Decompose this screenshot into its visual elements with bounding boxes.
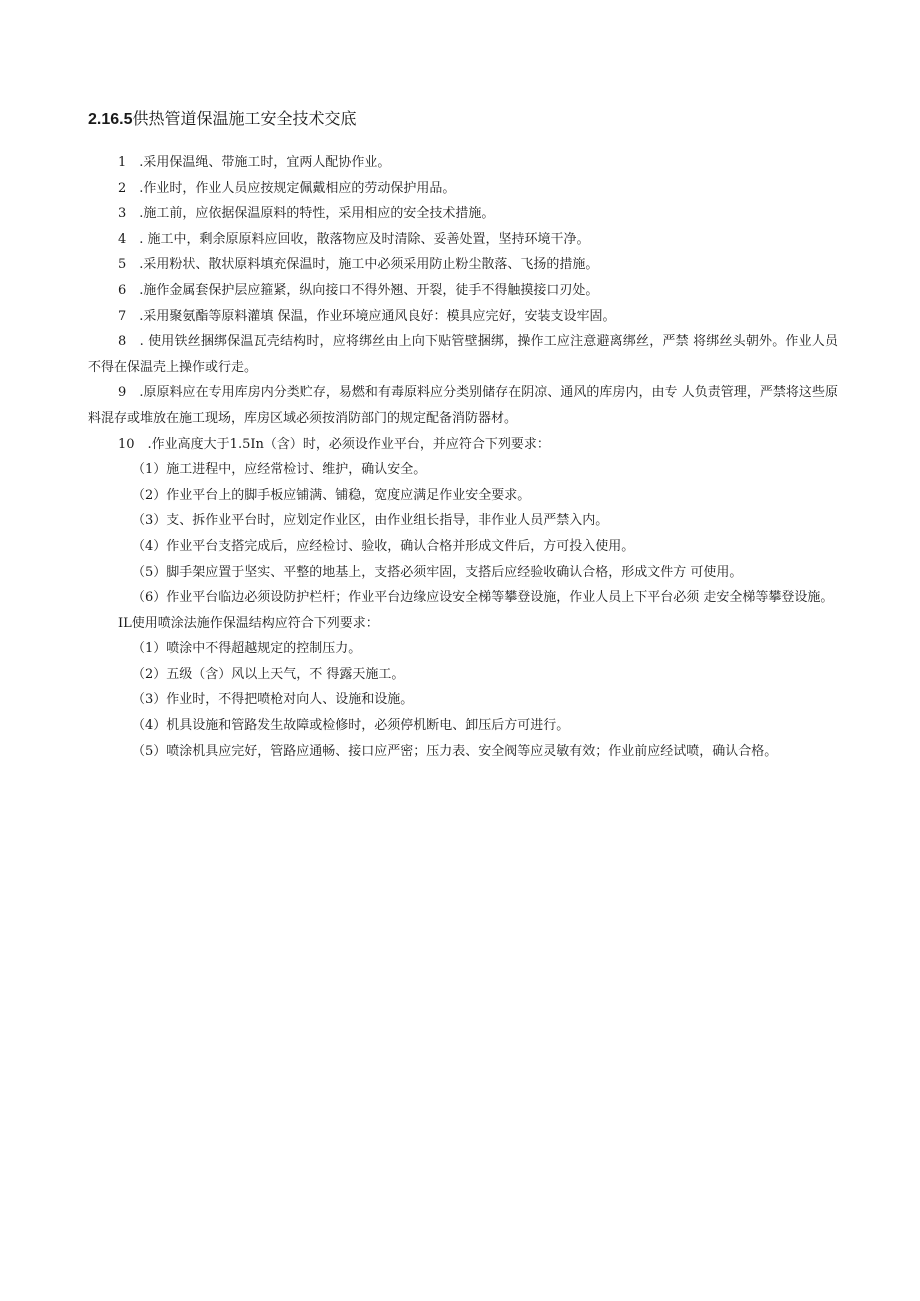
- list-item-6: 6 .施作金属套保护层应箍紧，纵向接口不得外翘、开裂，徒手不得触摸接口刃处。: [118, 282, 599, 298]
- list-item-7: 7 .采用聚氨酯等原料灌填 保温，作业环境应通风良好：模具应完好，安装支设牢固。: [118, 308, 616, 324]
- list-item-2: 2 .作业时，作业人员应按规定佩戴相应的劳动保护用品。: [118, 180, 456, 196]
- document-body: [88, 150, 838, 764]
- list-item-3: 3 .施工前，应依据保温原料的特性，采用相应的安全技术措施。: [118, 206, 495, 222]
- list-item-9: 9 .原原料应在专用库房内分类贮存，易燃和有毒原料应分类别储存在阴凉、通风的库房内，由专 人负责管理，严禁将这些原料混存或堆放在施工现场，库房区域必须按消防部门的规定配备消防器材。: [88, 385, 838, 426]
- section-number: 2.16.5: [88, 111, 133, 128]
- sub-item-11-3: （3）作业时，不得把喷枪对向人、设施和设施。: [132, 692, 414, 708]
- sub-item-10-3: （3）支、拆作业平台时，应划定作业区，由作业组长指导，非作业人员严禁入内。: [132, 513, 609, 529]
- sub-item-11-2: （2）五级（含）风以上天气，不 得露天施工。: [132, 666, 405, 682]
- sub-item-10-2: （2）作业平台上的脚手板应铺满、铺稳，宽度应满足作业安全要求。: [132, 487, 531, 503]
- sub-item-10-6: （6）作业平台临边必须设防护栏杆；作业平台边缘应设安全梯等攀登设施，作业人员上下平台必须 走安全梯等攀登设施。: [132, 590, 834, 606]
- list-item-4: 4 . 施工中，剩余原原料应回收，散落物应及时清除、妥善处置，坚持环境干净。: [118, 231, 590, 247]
- sub-item-10-4: （4）作业平台支搭完成后，应经检讨、验收，确认合格并形成文件后，方可投入使用。: [132, 538, 635, 554]
- sub-item-10-1: （1）施工进程中，应经常检讨、维护，确认安全。: [132, 462, 427, 478]
- sub-item-10-5: （5）脚手架应置于坚实、平整的地基上，支搭必须牢固，支搭后应经验收确认合格，形成文件方 可使用。: [132, 564, 743, 580]
- section-title-text: 供热管道保温施工安全技术交底: [132, 109, 357, 128]
- section-title: [88, 108, 357, 131]
- list-item-11: IL使用喷涂法施作保温结构应符合下列要求：: [118, 615, 379, 631]
- list-item-5: 5 .采用粉状、散状原料填充保温时，施工中必须采用防止粉尘散落、飞扬的措施。: [118, 257, 599, 273]
- sub-item-11-4: （4）机具设施和管路发生故障或检修时，必须停机断电、卸压后方可进行。: [132, 718, 570, 734]
- sub-item-11-1: （1）喷涂中不得超越规定的控制压力。: [132, 641, 362, 657]
- list-item-8: 8 . 使用铁丝捆绑保温瓦壳结构时，应将绑丝由上向下贴管壁捆绑，操作工应注意避离绑丝，严禁 将绑丝头朝外。作业人员不得在保温壳上操作或行走。: [88, 334, 838, 375]
- list-item-1: 1 .采用保温绳、带施工时，宜两人配协作业。: [118, 155, 391, 170]
- sub-item-11-5: （5）喷涂机具应完好，管路应通畅、接口应严密；压力表、安全阀等应灵敏有效；作业前应经试喷，确认合格。: [132, 743, 778, 759]
- list-item-10: 10 .作业高度大于1.5In（含）时，必须设作业平台，并应符合下列要求：: [118, 436, 550, 452]
